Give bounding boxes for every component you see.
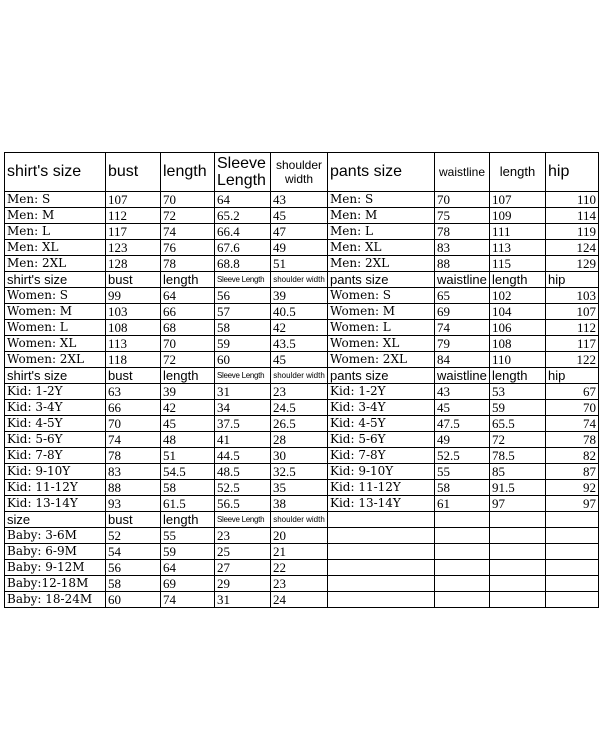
waistline-cell: 88 xyxy=(435,256,490,272)
hip-cell: 97 xyxy=(546,496,599,512)
header-length: length xyxy=(161,153,215,192)
pants-size-cell: Men: S xyxy=(328,192,435,208)
sleeve-length-cell: 59 xyxy=(215,336,271,352)
pants-length-cell: 91.5 xyxy=(490,480,546,496)
hip-cell: 122 xyxy=(546,352,599,368)
header-hip: hip xyxy=(546,368,599,384)
bust-cell: 112 xyxy=(106,208,161,224)
pants-length-cell: 53 xyxy=(490,384,546,400)
bust-cell: 99 xyxy=(106,288,161,304)
size-chart xyxy=(4,152,599,608)
header-sleeve-length: Sleeve Length xyxy=(215,153,271,192)
hip-cell: 107 xyxy=(546,304,599,320)
waistline-cell: 49 xyxy=(435,432,490,448)
table-row xyxy=(5,464,599,480)
sleeve-length-cell: 44.5 xyxy=(215,448,271,464)
shirt-size-cell: Kid: 1-2Y xyxy=(5,384,106,400)
pants-size-cell: Women: L xyxy=(328,320,435,336)
waistline-cell: 79 xyxy=(435,336,490,352)
pants-size-cell: Kid: 5-6Y xyxy=(328,432,435,448)
length-cell: 59 xyxy=(161,544,215,560)
hip-cell: 112 xyxy=(546,320,599,336)
pants-size-cell: Kid: 9-10Y xyxy=(328,464,435,480)
sleeve-length-cell: 64 xyxy=(215,192,271,208)
bust-cell: 66 xyxy=(106,400,161,416)
shoulder-width-cell: 21 xyxy=(271,544,328,560)
hip-cell: 74 xyxy=(546,416,599,432)
pants-size-cell: Kid: 1-2Y xyxy=(328,384,435,400)
table-row xyxy=(5,224,599,240)
shirt-size-cell: Women: 2XL xyxy=(5,352,106,368)
hip-cell: 70 xyxy=(546,400,599,416)
shirt-size-cell: Baby: 18-24M xyxy=(5,592,106,608)
pants-length-cell: 113 xyxy=(490,240,546,256)
length-cell: 76 xyxy=(161,240,215,256)
length-cell: 72 xyxy=(161,352,215,368)
sleeve-length-cell: 37.5 xyxy=(215,416,271,432)
header-pants-length: length xyxy=(490,272,546,288)
pants-length-cell: 65.5 xyxy=(490,416,546,432)
empty-cell xyxy=(546,544,599,560)
sleeve-length-cell: 23 xyxy=(215,528,271,544)
table-row xyxy=(5,432,599,448)
table-row xyxy=(5,256,599,272)
length-cell: 61.5 xyxy=(161,496,215,512)
empty-cell xyxy=(328,592,435,608)
header-pants-length: length xyxy=(490,153,546,192)
length-cell: 70 xyxy=(161,336,215,352)
sleeve-length-cell: 56.5 xyxy=(215,496,271,512)
header-shirt-size: size xyxy=(5,512,106,528)
header-pants-size: pants size xyxy=(328,272,435,288)
hip-cell: 82 xyxy=(546,448,599,464)
bust-cell: 78 xyxy=(106,448,161,464)
bust-cell: 54 xyxy=(106,544,161,560)
empty-cell xyxy=(435,560,490,576)
pants-size-cell: Men: M xyxy=(328,208,435,224)
header-row xyxy=(5,272,599,288)
pants-size-cell: Men: 2XL xyxy=(328,256,435,272)
header-waistline: waistline xyxy=(435,153,490,192)
sleeve-length-cell: 48.5 xyxy=(215,464,271,480)
shoulder-width-cell: 24 xyxy=(271,592,328,608)
waistline-cell: 47.5 xyxy=(435,416,490,432)
bust-cell: 113 xyxy=(106,336,161,352)
pants-length-cell: 72 xyxy=(490,432,546,448)
sleeve-length-cell: 41 xyxy=(215,432,271,448)
length-cell: 55 xyxy=(161,528,215,544)
empty-cell xyxy=(546,512,599,528)
waistline-cell: 61 xyxy=(435,496,490,512)
hip-cell: 78 xyxy=(546,432,599,448)
table-row xyxy=(5,192,599,208)
sleeve-length-cell: 57 xyxy=(215,304,271,320)
shoulder-width-cell: 42 xyxy=(271,320,328,336)
shirt-size-cell: Baby:12-18M xyxy=(5,576,106,592)
length-cell: 54.5 xyxy=(161,464,215,480)
table-row xyxy=(5,592,599,608)
waistline-cell: 45 xyxy=(435,400,490,416)
shirt-size-cell: Women: XL xyxy=(5,336,106,352)
length-cell: 58 xyxy=(161,480,215,496)
table-row xyxy=(5,304,599,320)
waistline-cell: 43 xyxy=(435,384,490,400)
shirt-size-cell: Baby: 6-9M xyxy=(5,544,106,560)
shirt-size-cell: Women: M xyxy=(5,304,106,320)
pants-size-cell: Kid: 4-5Y xyxy=(328,416,435,432)
pants-length-cell: 111 xyxy=(490,224,546,240)
waistline-cell: 83 xyxy=(435,240,490,256)
header-sleeve-length: Sleeve Length xyxy=(215,368,271,384)
empty-cell xyxy=(435,512,490,528)
empty-cell xyxy=(435,544,490,560)
header-shirt-size: shirt's size xyxy=(5,368,106,384)
table-row xyxy=(5,544,599,560)
length-cell: 51 xyxy=(161,448,215,464)
sleeve-length-cell: 58 xyxy=(215,320,271,336)
pants-length-cell: 78.5 xyxy=(490,448,546,464)
hip-cell: 119 xyxy=(546,224,599,240)
header-bust: bust xyxy=(106,512,161,528)
shirt-size-cell: Kid: 13-14Y xyxy=(5,496,106,512)
header-row xyxy=(5,512,599,528)
length-cell: 42 xyxy=(161,400,215,416)
pants-length-cell: 106 xyxy=(490,320,546,336)
hip-cell: 92 xyxy=(546,480,599,496)
pants-size-cell: Kid: 3-4Y xyxy=(328,400,435,416)
pants-size-cell: Women: S xyxy=(328,288,435,304)
shirt-size-cell: Women: S xyxy=(5,288,106,304)
header-shoulder-width: shoulder width xyxy=(271,153,328,192)
shoulder-width-cell: 45 xyxy=(271,208,328,224)
header-waistline: waistline xyxy=(435,272,490,288)
length-cell: 72 xyxy=(161,208,215,224)
table-row xyxy=(5,208,599,224)
shirt-size-cell: Kid: 5-6Y xyxy=(5,432,106,448)
header-length: length xyxy=(161,368,215,384)
size-chart-table xyxy=(4,152,599,608)
pants-length-cell: 102 xyxy=(490,288,546,304)
header-shoulder-width: shoulder width xyxy=(271,512,328,528)
empty-cell xyxy=(328,512,435,528)
shirt-size-cell: Men: 2XL xyxy=(5,256,106,272)
sleeve-length-cell: 68.8 xyxy=(215,256,271,272)
hip-cell: 110 xyxy=(546,192,599,208)
table-row xyxy=(5,496,599,512)
bust-cell: 60 xyxy=(106,592,161,608)
waistline-cell: 74 xyxy=(435,320,490,336)
shoulder-width-cell: 32.5 xyxy=(271,464,328,480)
empty-cell xyxy=(490,576,546,592)
table-row xyxy=(5,352,599,368)
hip-cell: 129 xyxy=(546,256,599,272)
pants-size-cell: Women: 2XL xyxy=(328,352,435,368)
bust-cell: 88 xyxy=(106,480,161,496)
length-cell: 39 xyxy=(161,384,215,400)
header-row xyxy=(5,368,599,384)
shoulder-width-cell: 24.5 xyxy=(271,400,328,416)
sleeve-length-cell: 52.5 xyxy=(215,480,271,496)
sleeve-length-cell: 56 xyxy=(215,288,271,304)
pants-length-cell: 107 xyxy=(490,192,546,208)
bust-cell: 58 xyxy=(106,576,161,592)
table-row xyxy=(5,336,599,352)
header-shirt-size: shirt's size xyxy=(5,272,106,288)
waistline-cell: 70 xyxy=(435,192,490,208)
shirt-size-cell: Kid: 11-12Y xyxy=(5,480,106,496)
bust-cell: 117 xyxy=(106,224,161,240)
shirt-size-cell: Men: L xyxy=(5,224,106,240)
waistline-cell: 52.5 xyxy=(435,448,490,464)
sleeve-length-cell: 29 xyxy=(215,576,271,592)
shirt-size-cell: Kid: 3-4Y xyxy=(5,400,106,416)
length-cell: 45 xyxy=(161,416,215,432)
empty-cell xyxy=(435,528,490,544)
shirt-size-cell: Men: M xyxy=(5,208,106,224)
shoulder-width-cell: 23 xyxy=(271,384,328,400)
hip-cell: 117 xyxy=(546,336,599,352)
shirt-size-cell: Women: L xyxy=(5,320,106,336)
bust-cell: 108 xyxy=(106,320,161,336)
sleeve-length-cell: 34 xyxy=(215,400,271,416)
header-hip: hip xyxy=(546,272,599,288)
waistline-cell: 69 xyxy=(435,304,490,320)
shoulder-width-cell: 28 xyxy=(271,432,328,448)
waistline-cell: 84 xyxy=(435,352,490,368)
sleeve-length-cell: 66.4 xyxy=(215,224,271,240)
empty-cell xyxy=(546,560,599,576)
length-cell: 66 xyxy=(161,304,215,320)
header-pants-size: pants size xyxy=(328,368,435,384)
bust-cell: 103 xyxy=(106,304,161,320)
hip-cell: 114 xyxy=(546,208,599,224)
table-row xyxy=(5,400,599,416)
bust-cell: 93 xyxy=(106,496,161,512)
header-shirt-size: shirt's size xyxy=(5,153,106,192)
bust-cell: 52 xyxy=(106,528,161,544)
sleeve-length-cell: 27 xyxy=(215,560,271,576)
table-row xyxy=(5,288,599,304)
shirt-size-cell: Kid: 7-8Y xyxy=(5,448,106,464)
header-length: length xyxy=(161,272,215,288)
sleeve-length-cell: 25 xyxy=(215,544,271,560)
table-row xyxy=(5,240,599,256)
header-shoulder-width: shoulder width xyxy=(271,368,328,384)
shirt-size-cell: Kid: 9-10Y xyxy=(5,464,106,480)
size-chart-body xyxy=(5,153,599,608)
pants-length-cell: 110 xyxy=(490,352,546,368)
empty-cell xyxy=(435,576,490,592)
shoulder-width-cell: 49 xyxy=(271,240,328,256)
length-cell: 69 xyxy=(161,576,215,592)
table-row xyxy=(5,480,599,496)
shirt-size-cell: Men: XL xyxy=(5,240,106,256)
pants-length-cell: 104 xyxy=(490,304,546,320)
hip-cell: 67 xyxy=(546,384,599,400)
pants-size-cell: Men: XL xyxy=(328,240,435,256)
shoulder-width-cell: 26.5 xyxy=(271,416,328,432)
bust-cell: 118 xyxy=(106,352,161,368)
header-hip: hip xyxy=(546,153,599,192)
waistline-cell: 65 xyxy=(435,288,490,304)
empty-cell xyxy=(328,576,435,592)
empty-cell xyxy=(546,528,599,544)
hip-cell: 124 xyxy=(546,240,599,256)
header-pants-length: length xyxy=(490,368,546,384)
shoulder-width-cell: 45 xyxy=(271,352,328,368)
empty-cell xyxy=(328,528,435,544)
length-cell: 48 xyxy=(161,432,215,448)
bust-cell: 83 xyxy=(106,464,161,480)
shoulder-width-cell: 35 xyxy=(271,480,328,496)
empty-cell xyxy=(490,528,546,544)
waistline-cell: 58 xyxy=(435,480,490,496)
bust-cell: 107 xyxy=(106,192,161,208)
length-cell: 74 xyxy=(161,224,215,240)
length-cell: 68 xyxy=(161,320,215,336)
shoulder-width-cell: 39 xyxy=(271,288,328,304)
table-row xyxy=(5,384,599,400)
header-bust: bust xyxy=(106,272,161,288)
pants-length-cell: 85 xyxy=(490,464,546,480)
pants-length-cell: 115 xyxy=(490,256,546,272)
hip-cell: 103 xyxy=(546,288,599,304)
pants-length-cell: 59 xyxy=(490,400,546,416)
length-cell: 78 xyxy=(161,256,215,272)
shirt-size-cell: Men: S xyxy=(5,192,106,208)
header-bust: bust xyxy=(106,153,161,192)
table-row xyxy=(5,416,599,432)
empty-cell xyxy=(490,592,546,608)
shoulder-width-cell: 30 xyxy=(271,448,328,464)
length-cell: 64 xyxy=(161,288,215,304)
sleeve-length-cell: 67.6 xyxy=(215,240,271,256)
shoulder-width-cell: 38 xyxy=(271,496,328,512)
sleeve-length-cell: 31 xyxy=(215,384,271,400)
empty-cell xyxy=(328,560,435,576)
table-row xyxy=(5,560,599,576)
header-sleeve-length: Sleeve Length xyxy=(215,272,271,288)
header-length: length xyxy=(161,512,215,528)
empty-cell xyxy=(435,592,490,608)
empty-cell xyxy=(546,576,599,592)
bust-cell: 56 xyxy=(106,560,161,576)
bust-cell: 63 xyxy=(106,384,161,400)
pants-size-cell: Kid: 11-12Y xyxy=(328,480,435,496)
header-waistline: waistline xyxy=(435,368,490,384)
shoulder-width-cell: 43 xyxy=(271,192,328,208)
shirt-size-cell: Baby: 3-6M xyxy=(5,528,106,544)
empty-cell xyxy=(490,560,546,576)
waistline-cell: 78 xyxy=(435,224,490,240)
header-shoulder-width: shoulder width xyxy=(271,272,328,288)
pants-length-cell: 108 xyxy=(490,336,546,352)
header-bust: bust xyxy=(106,368,161,384)
bust-cell: 74 xyxy=(106,432,161,448)
shirt-size-cell: Baby: 9-12M xyxy=(5,560,106,576)
shoulder-width-cell: 47 xyxy=(271,224,328,240)
hip-cell: 87 xyxy=(546,464,599,480)
shoulder-width-cell: 43.5 xyxy=(271,336,328,352)
waistline-cell: 75 xyxy=(435,208,490,224)
pants-size-cell: Men: L xyxy=(328,224,435,240)
header-sleeve-length: Sleeve Length xyxy=(215,512,271,528)
table-row xyxy=(5,320,599,336)
length-cell: 74 xyxy=(161,592,215,608)
pants-length-cell: 97 xyxy=(490,496,546,512)
pants-size-cell: Women: XL xyxy=(328,336,435,352)
shoulder-width-cell: 22 xyxy=(271,560,328,576)
empty-cell xyxy=(546,592,599,608)
empty-cell xyxy=(328,544,435,560)
empty-cell xyxy=(490,544,546,560)
shoulder-width-cell: 23 xyxy=(271,576,328,592)
sleeve-length-cell: 31 xyxy=(215,592,271,608)
bust-cell: 128 xyxy=(106,256,161,272)
table-row xyxy=(5,576,599,592)
shoulder-width-cell: 51 xyxy=(271,256,328,272)
waistline-cell: 55 xyxy=(435,464,490,480)
length-cell: 70 xyxy=(161,192,215,208)
header-pants-size: pants size xyxy=(328,153,435,192)
table-row xyxy=(5,448,599,464)
pants-size-cell: Kid: 13-14Y xyxy=(328,496,435,512)
bust-cell: 70 xyxy=(106,416,161,432)
shoulder-width-cell: 20 xyxy=(271,528,328,544)
bust-cell: 123 xyxy=(106,240,161,256)
empty-cell xyxy=(490,512,546,528)
sleeve-length-cell: 60 xyxy=(215,352,271,368)
shirt-size-cell: Kid: 4-5Y xyxy=(5,416,106,432)
pants-size-cell: Kid: 7-8Y xyxy=(328,448,435,464)
shoulder-width-cell: 40.5 xyxy=(271,304,328,320)
header-row-men xyxy=(5,153,599,192)
length-cell: 64 xyxy=(161,560,215,576)
table-row xyxy=(5,528,599,544)
pants-length-cell: 109 xyxy=(490,208,546,224)
pants-size-cell: Women: M xyxy=(328,304,435,320)
sleeve-length-cell: 65.2 xyxy=(215,208,271,224)
